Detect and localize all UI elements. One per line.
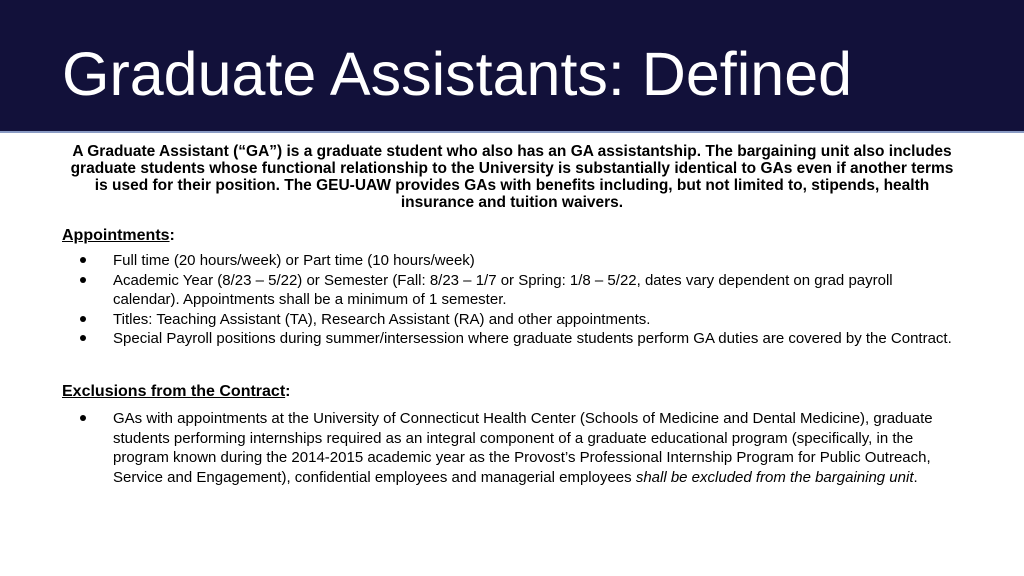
exclusions-heading [62, 382, 290, 402]
list-item [62, 271, 962, 310]
list-item-text: Academic Year (8/23 – 5/22) or Semester (Fall: 8/23 – 1/7 or Spring: 1/8 – 5/22, dates vary dependent on grad payroll calendar). Appointments shall be a minimum of 1 semester. [113, 271, 893, 308]
bullet-icon [80, 316, 86, 322]
list-item [62, 409, 962, 487]
exclusions-heading-label: Exclusions from the Contract [62, 383, 286, 400]
bullet-icon [80, 415, 86, 421]
bullet-icon [80, 257, 86, 263]
list-item [62, 310, 962, 330]
appointments-list [62, 251, 962, 349]
exclusions-list [62, 409, 962, 487]
appointments-heading [62, 226, 175, 246]
list-item [62, 251, 962, 271]
list-item-end: . [913, 468, 918, 486]
list-item [62, 329, 962, 349]
list-item-text: Special Payroll positions during summer/intersession where graduate students perform GA duties are covered by the Contract. [113, 330, 952, 347]
list-item-emphasis: shall be excluded from the bargaining unit [635, 468, 914, 486]
bullet-icon [80, 335, 86, 341]
intro-paragraph: A Graduate Assistant (“GA”) is a graduate student who also has an GA assistantship. The bargaining unit also includes graduate students whose functional relationship to the University is substantially identical to GAs even if another terms is used for their position. The GEU-UAW provides GAs with benefits including, but not limited to, stipends, health insurance and tuition waivers. [70, 143, 954, 211]
list-item-text: GAs with appointments at the University of Connecticut Health Center (Schools of Medicine and Dental Medicine), graduate students performing internships required as an integral component of a graduate educational program (specifically, in the program known during the 2014-2015 academic year as the Provost’s Professional Internship Program for Public Outreach, Service and Engagement), confidential employees and managerial employees [113, 410, 933, 486]
list-item-text: Titles: Teaching Assistant (TA), Research Assistant (RA) and other appointments. [113, 310, 651, 328]
bullet-icon [80, 277, 86, 283]
appointments-heading-label: Appointments [62, 227, 170, 244]
appointments-heading-colon: : [169, 227, 175, 244]
exclusions-heading-colon: : [285, 383, 291, 400]
list-item-text: Full time (20 hours/week) or Part time (10 hours/week) [113, 252, 475, 269]
title-banner [0, 0, 1024, 133]
slide-title: Graduate Assistants: Defined [62, 40, 853, 108]
